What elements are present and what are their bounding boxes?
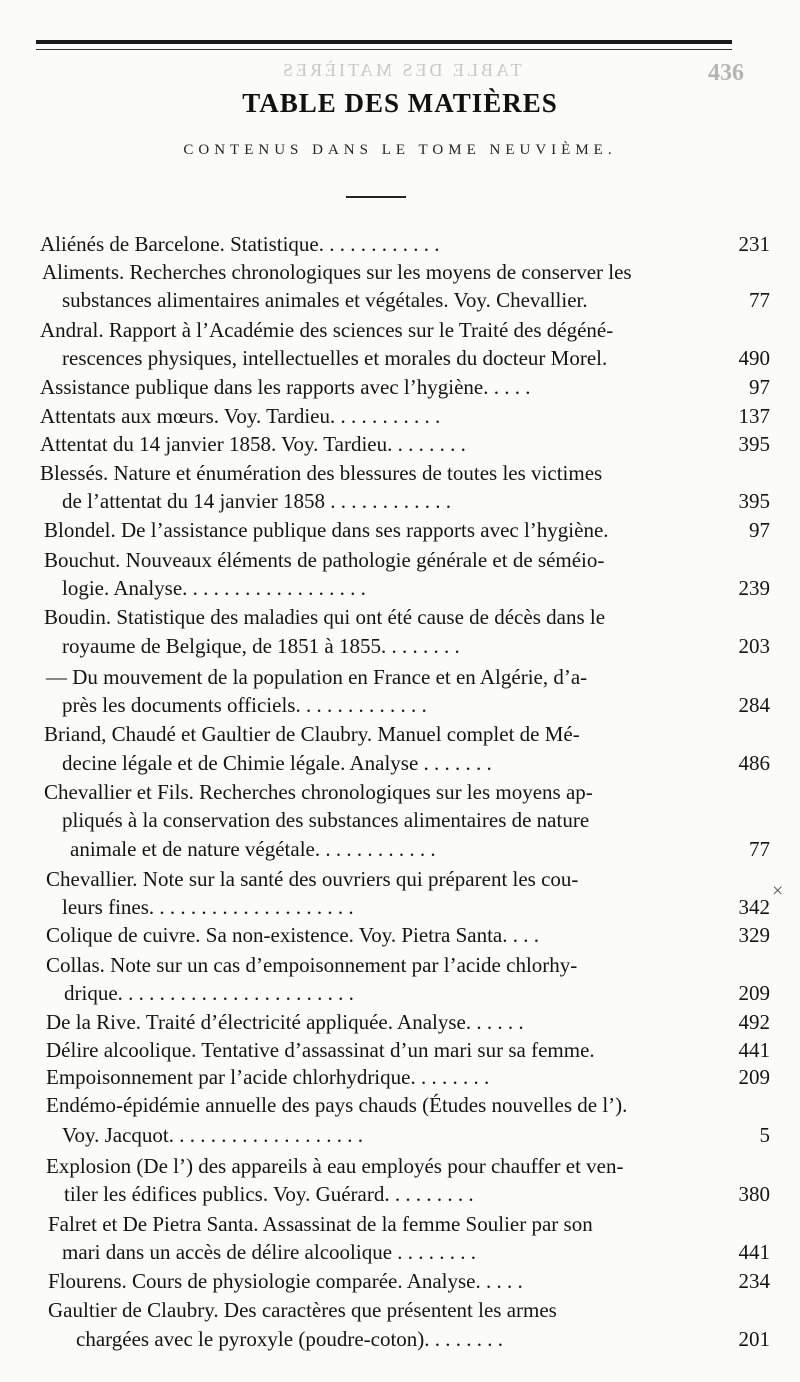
index-line-text: Chevallier. Note sur la santé des ouvriers qui préparent les cou- xyxy=(46,867,579,891)
index-line-text: Voy. Jacquot. . . . . . . . . . . . . . . . . . . xyxy=(62,1123,363,1147)
margin-pencil-mark: × xyxy=(772,880,784,902)
index-line xyxy=(0,951,770,979)
index-line xyxy=(0,1180,770,1208)
index-line-text: près les documents officiels. . . . . . . . . . . . . xyxy=(62,693,427,717)
index-line-text: Assistance publique dans les rapports avec l’hygiène. . . . . xyxy=(40,375,531,399)
index-line-page-number: 441 xyxy=(738,1240,770,1264)
index-line-page-number: 284 xyxy=(738,693,770,717)
index-line xyxy=(0,1008,770,1036)
page-number: 436 xyxy=(708,60,744,86)
index-line xyxy=(0,459,770,487)
index-line-page-number: 231 xyxy=(738,232,770,256)
index-line-text: animale et de nature végétale. . . . . . . . . . . . xyxy=(70,837,436,861)
page-subtitle: CONTENUS DANS LE TOME NEUVIÈME. xyxy=(183,142,617,158)
index-line xyxy=(0,778,770,806)
index-line-page-number: 486 xyxy=(738,751,770,775)
index-line xyxy=(0,316,770,344)
index-line-text: drique. . . . . . . . . . . . . . . . . . . . . . . xyxy=(64,981,354,1005)
index-line xyxy=(0,1063,770,1091)
index-line-text: rescences physiques, intellectuelles et morales du docteur Morel. xyxy=(62,346,608,370)
index-line xyxy=(0,574,770,602)
index-line-text: Gaultier de Claubry. Des caractères que présentent les armes xyxy=(48,1298,557,1322)
index-line-page-number: 77 xyxy=(749,837,770,861)
index-line-text: Chevallier et Fils. Recherches chronologiques sur les moyens ap- xyxy=(44,780,593,804)
index-line xyxy=(0,286,770,314)
index-line-text: de l’attentat du 14 janvier 1858 . . . . . . . . . . . . xyxy=(62,489,452,513)
index-line-page-number: 97 xyxy=(749,518,770,542)
index-line-text: — Du mouvement de la population en France et en Algérie, d’a- xyxy=(46,665,588,689)
index-line-text: Bouchut. Nouveaux éléments de pathologie générale et de séméio- xyxy=(44,548,605,572)
index-line xyxy=(0,1325,770,1353)
index-line-page-number: 209 xyxy=(738,981,770,1005)
index-line-page-number: 395 xyxy=(738,432,770,456)
index-line xyxy=(0,430,770,458)
index-line-text: decine légale et de Chimie légale. Analyse . . . . . . . xyxy=(62,751,492,775)
index-line xyxy=(0,720,770,748)
index-line-text: Flourens. Cours de physiologie comparée. Analyse. . . . . xyxy=(48,1269,523,1293)
index-line-page-number: 492 xyxy=(738,1010,770,1034)
index-line xyxy=(0,258,770,286)
index-line-text: Empoisonnement par l’acide chlorhydrique. . . . . . . . xyxy=(46,1065,490,1089)
page-title: TABLE DES MATIÈRES xyxy=(242,88,558,118)
index-line xyxy=(0,373,770,401)
index-line-text: Boudin. Statistique des maladies qui ont été cause de décès dans le xyxy=(44,605,606,629)
index-line xyxy=(0,691,770,719)
index-line-page-number: 395 xyxy=(738,489,770,513)
index-line-text: Blessés. Nature et énumération des blessures de toutes les victimes xyxy=(40,461,603,485)
index-line xyxy=(0,865,770,893)
index-line xyxy=(0,835,770,863)
index-line-page-number: 77 xyxy=(749,288,770,312)
index-line xyxy=(0,1152,770,1180)
index-line-page-number: 209 xyxy=(738,1065,770,1089)
index-line-text: Blondel. De l’assistance publique dans ses rapports avec l’hygiène. xyxy=(44,518,609,542)
index-line xyxy=(0,632,770,660)
index-line-text: royaume de Belgique, de 1851 à 1855. . . . . . . . xyxy=(62,634,460,658)
index-line xyxy=(0,230,770,258)
index-line xyxy=(0,1091,770,1119)
index-line-text: Collas. Note sur un cas d’empoisonnement par l’acide chlorhy- xyxy=(46,953,578,977)
index-line xyxy=(0,344,770,372)
index-line-text: Explosion (De l’) des appareils à eau employés pour chauffer et ven- xyxy=(46,1154,624,1178)
index-line-text: Aliénés de Barcelone. Statistique. . . . . . . . . . . . xyxy=(40,232,440,256)
index-line-text: chargées avec le pyroxyle (poudre-coton). . . . . . . . xyxy=(76,1327,504,1351)
index-line-page-number: 441 xyxy=(738,1038,770,1062)
index-line-page-number: 234 xyxy=(738,1269,770,1293)
index-line-text: mari dans un accès de délire alcoolique . . . . . . . . xyxy=(62,1240,477,1264)
index-line xyxy=(0,516,770,544)
bleed-through-running-head: TABLE DES MATIÈRES xyxy=(280,60,522,80)
index-line-text: logie. Analyse. . . . . . . . . . . . . . . . . . xyxy=(62,576,366,600)
index-line xyxy=(0,1121,770,1149)
index-line-text: De la Rive. Traité d’électricité appliquée. Analyse. . . . . . xyxy=(46,1010,524,1034)
index-line xyxy=(0,1036,770,1064)
index-line-text: Andral. Rapport à l’Académie des sciences sur le Traité des dégéné- xyxy=(40,318,614,342)
index-line xyxy=(0,749,770,777)
index-line xyxy=(0,487,770,515)
index-line-page-number: 97 xyxy=(749,375,770,399)
index-line-text: leurs fines. . . . . . . . . . . . . . . . . . . . xyxy=(62,895,354,919)
index-line-page-number: 329 xyxy=(738,923,770,947)
index-line-page-number: 239 xyxy=(738,576,770,600)
index-line xyxy=(0,1267,770,1295)
index-line xyxy=(0,893,770,921)
index-line xyxy=(0,979,770,1007)
index-line-text: Falret et De Pietra Santa. Assassinat de la femme Soulier par son xyxy=(48,1212,593,1236)
index-line xyxy=(0,806,770,834)
index-line-text: Attentat du 14 janvier 1858. Voy. Tardieu. . . . . . . . xyxy=(40,432,466,456)
index-line-page-number: 342 xyxy=(738,895,770,919)
index-line-page-number: 5 xyxy=(759,1123,770,1147)
index-line xyxy=(0,546,770,574)
index-line-text: Attentats aux mœurs. Voy. Tardieu. . . . . . . . . . . xyxy=(40,404,441,428)
index-line xyxy=(0,1238,770,1266)
index-line-page-number: 137 xyxy=(738,404,770,428)
index-line xyxy=(0,663,770,691)
index-line-page-number: 380 xyxy=(738,1182,770,1206)
index-line-text: Aliments. Recherches chronologiques sur les moyens de conserver les xyxy=(42,260,632,284)
index-line-text: Briand, Chaudé et Gaultier de Claubry. Manuel complet de Mé- xyxy=(44,722,580,746)
index-line-text: Délire alcoolique. Tentative d’assassinat d’un mari sur sa femme. xyxy=(46,1038,595,1062)
index-line xyxy=(0,402,770,430)
index-line-text: Endémo-épidémie annuelle des pays chauds (Études nouvelles de l’). xyxy=(46,1093,628,1117)
index-line-text: pliqués à la conservation des substances alimentaires de nature xyxy=(62,808,590,832)
index-line xyxy=(0,1296,770,1324)
index-line-text: Colique de cuivre. Sa non-existence. Voy. Pietra Santa. . . . xyxy=(46,923,540,947)
index-line-text: substances alimentaires animales et végétales. Voy. Chevallier. xyxy=(62,288,588,312)
index-line-page-number: 203 xyxy=(738,634,770,658)
index-line xyxy=(0,1210,770,1238)
index-line-text: tiler les édifices publics. Voy. Guérard. . . . . . . . . xyxy=(64,1182,474,1206)
index-line xyxy=(0,603,770,631)
index-line xyxy=(0,921,770,949)
index-line-page-number: 201 xyxy=(738,1327,770,1351)
index-line-page-number: 490 xyxy=(738,346,770,370)
